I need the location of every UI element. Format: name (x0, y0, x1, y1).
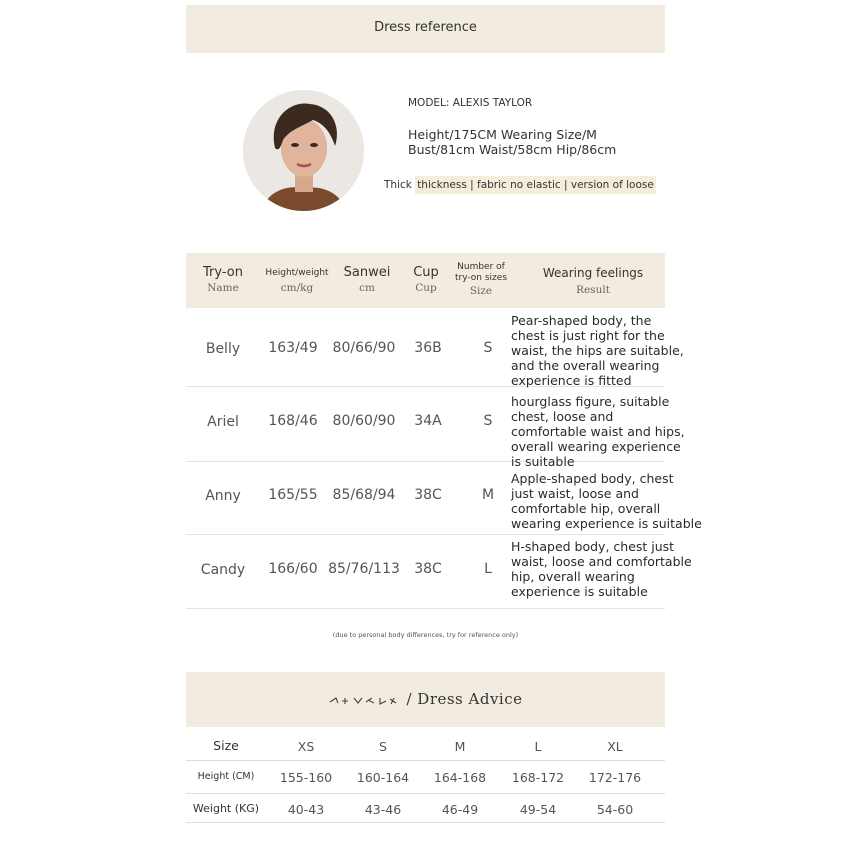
row-sanwei: 85/76/113 (328, 561, 400, 577)
row-name: Anny (205, 488, 241, 504)
col-header-cup: Cup Cup (413, 265, 439, 294)
size-cell: M (454, 739, 466, 754)
model-measurements: Bust/81cm Waist/58cm Hip/86cm (408, 142, 617, 157)
row-feeling: H-shaped body, chest just waist, loose and comfortable hip, overall wearing experience is suitable (511, 539, 692, 599)
weight-cell: 54-60 (596, 802, 634, 817)
row-height-weight: 166/60 (268, 561, 318, 577)
row-feeling: Pear-shaped body, the chest is just right for the waist, the hips are suitable, and the overall wearing experience is fitted (511, 313, 684, 388)
row-name: Candy (200, 562, 246, 578)
row-name: Belly (205, 341, 241, 357)
row-cup: 38C (414, 561, 442, 577)
reference-note: (due to personal body differences, try for reference only) (332, 631, 519, 639)
tryon-table-header (186, 253, 665, 308)
weight-label: Weight (KG) (192, 802, 260, 815)
row-size: M (481, 487, 495, 503)
size-label: Size (213, 738, 239, 753)
model-name: MODEL: ALEXIS TAYLOR (408, 97, 533, 109)
weight-cell: 49-54 (519, 802, 557, 817)
advice-title (186, 690, 665, 708)
height-label: Height (CM) (197, 771, 255, 782)
size-cell: XL (607, 739, 623, 754)
header-banner (186, 5, 665, 53)
col-header-sanwei: Sanwei cm (343, 265, 391, 294)
model-avatar (243, 90, 364, 211)
col-header-name: Try-on Name (203, 265, 243, 294)
size-cell: S (379, 739, 387, 754)
size-cell: XS (297, 739, 315, 754)
row-cup: 34A (414, 413, 442, 429)
fabric-highlight: thickness | fabric no elastic | version of loose (415, 176, 656, 194)
height-cell: 164-168 (433, 770, 487, 785)
row-cup: 38C (414, 487, 442, 503)
height-cell: 155-160 (279, 770, 333, 785)
model-height-size: Height/175CM Wearing Size/M (408, 127, 597, 142)
row-size: S (483, 413, 493, 429)
row-feeling: Apple-shaped body, chest just waist, loose and comfortable hip, overall wearing experience is suitable (511, 471, 702, 531)
row-height-weight: 165/55 (268, 487, 318, 503)
advice-title-text: / Dress Advice (406, 690, 523, 708)
weight-cell: 43-46 (364, 802, 402, 817)
height-cell: 168-172 (511, 770, 565, 785)
weight-cell: 46-49 (441, 802, 479, 817)
row-size: S (483, 340, 493, 356)
advice-banner (186, 672, 665, 727)
row-feeling: hourglass figure, suitable chest, loose and comfortable waist and hips, overall wearing experience is suitable (511, 394, 685, 469)
row-size: L (484, 561, 492, 577)
row-height-weight: 168/46 (268, 413, 318, 429)
row-sanwei: 80/60/90 (332, 413, 396, 429)
fabric-description (384, 179, 656, 191)
size-cell: L (534, 739, 542, 754)
row-height-weight: 163/49 (268, 340, 318, 356)
height-cell: 160-164 (356, 770, 410, 785)
height-cell: 172-176 (588, 770, 642, 785)
script-decoration-icon (328, 695, 400, 705)
row-name: Ariel (207, 414, 239, 430)
model-portrait-icon (243, 90, 364, 211)
col-header-size: Number of try-on sizes Size (454, 262, 508, 297)
weight-cell: 40-43 (287, 802, 325, 817)
row-cup: 36B (414, 340, 442, 356)
row-sanwei: 80/66/90 (332, 340, 396, 356)
col-header-height-weight: Height/weight cm/kg (265, 268, 329, 294)
fabric-prefix: Thick (384, 179, 412, 191)
col-header-feeling: Wearing feelings Result (542, 266, 644, 296)
header-title: Dress reference (374, 20, 477, 35)
row-sanwei: 85/68/94 (332, 487, 396, 503)
